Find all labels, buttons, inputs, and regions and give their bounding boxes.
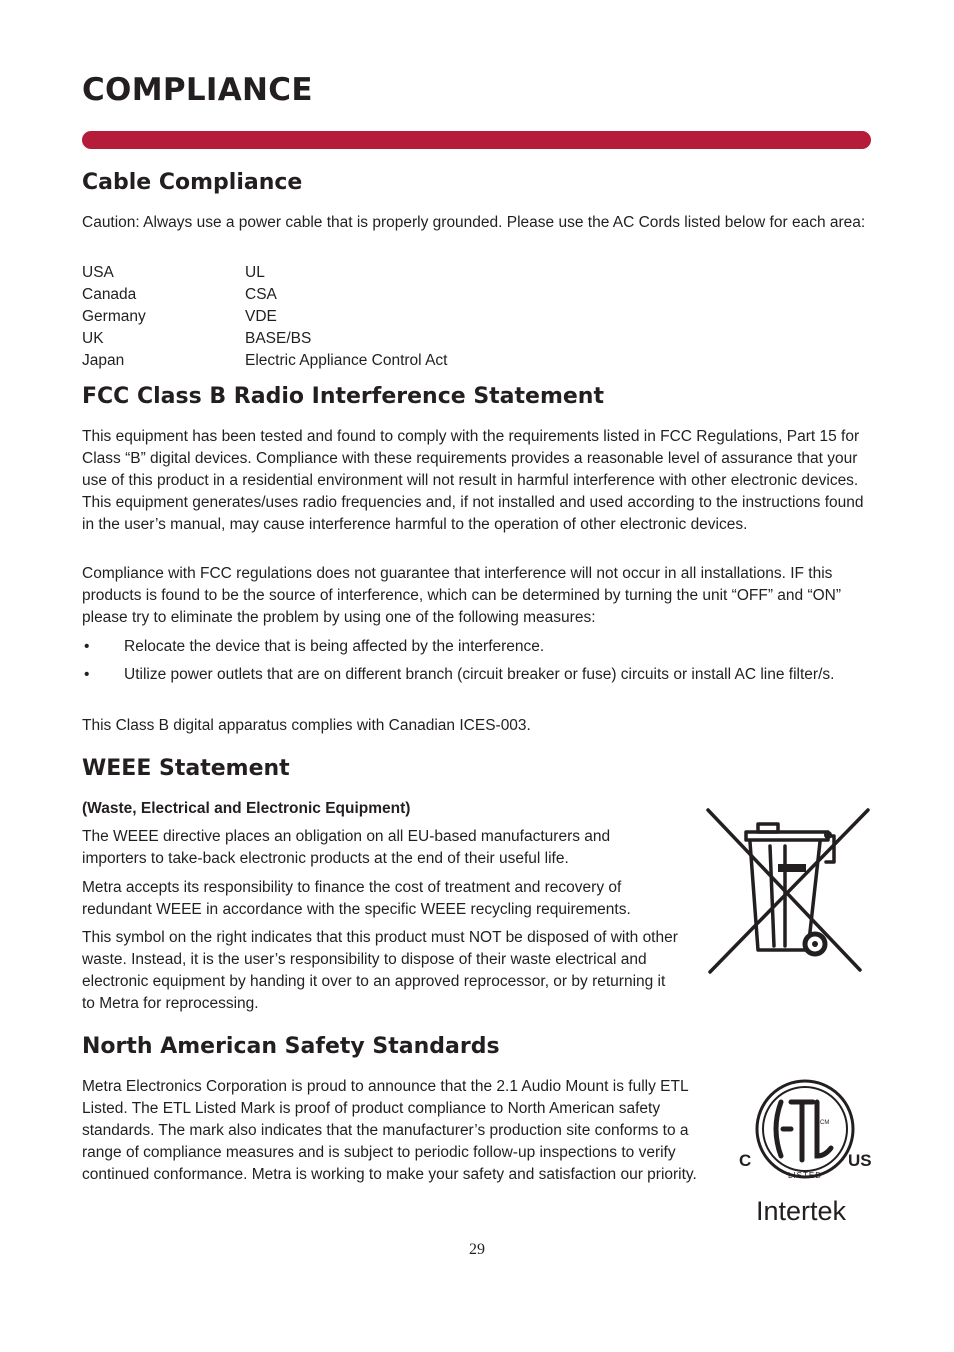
fcc-bullet-item	[82, 636, 864, 658]
etl-cm-text: CM	[820, 1120, 830, 1126]
fcc-heading: FCC Class B Radio Interference Statement	[82, 384, 604, 409]
etl-listed-text: LISTED	[787, 1171, 823, 1180]
weee-subheading: (Waste, Electrical and Electronic Equipment)	[82, 800, 411, 817]
cable-region: Japan	[82, 352, 125, 369]
cable-standard: VDE	[245, 308, 277, 325]
cable-region: USA	[82, 264, 114, 281]
fcc-paragraph-2: Compliance with FCC regulations does not guarantee that interference will not occur in all installations. IF this products is found to be the source of interference, which can be determined by turning the unit “OFF” and “ON” please try to eliminate the problem by using one of the following measures:	[82, 565, 842, 626]
page-number: 29	[469, 1241, 485, 1258]
cable-intro-text: Caution: Always use a power cable that is properly grounded. Please use the AC Cords listed below for each area:	[82, 214, 866, 231]
cable-standard: BASE/BS	[245, 330, 312, 347]
cable-row	[82, 306, 447, 328]
cable-region: UK	[82, 330, 104, 347]
cable-region: Germany	[82, 308, 146, 325]
cable-region: Canada	[82, 286, 137, 303]
weee-paragraph-3: This symbol on the right indicates that this product must NOT be disposed of with other waste. Instead, it is the user’s responsibility to dispose of their waste electrical and electronic equipment by handing it over to an approved reprocessor, or by returning it to Metra for reprocessing.	[82, 929, 678, 1012]
intertek-brand-text: Intertek	[755, 1196, 847, 1226]
weee-paragraph-1: The WEEE directive places an obligation on all EU-based manufacturers and importers to take-back electronic products at the end of their useful life.	[82, 828, 611, 867]
cable-standard: UL	[245, 264, 265, 281]
cable-standard: Electric Appliance Control Act	[245, 352, 448, 369]
safety-paragraph: Metra Electronics Corporation is proud to announce that the 2.1 Audio Mount is fully ETL Listed. The ETL Listed Mark is proof of product compliance to North American safety standards. The mark also indicates that the manufacturer’s production site conforms to a range of compliance measures and is subject to periodic follow-up inspections to verify continued conformance. Metra is working to make your safety and satisfaction our priority.	[82, 1078, 697, 1183]
cable-row	[82, 350, 447, 372]
cable-standard: CSA	[245, 286, 277, 303]
crossed-out-wheelie-bin-icon	[700, 806, 875, 978]
bullet-text: Relocate the device that is being affected by the interference.	[124, 638, 545, 655]
fcc-bullet-item	[82, 664, 864, 686]
cable-row	[82, 328, 447, 350]
etl-listed-mark-icon	[735, 1074, 875, 1226]
fcc-paragraph-3: This Class B digital apparatus complies with Canadian ICES-003.	[82, 717, 531, 734]
weee-paragraph-2: Metra accepts its responsibility to finance the cost of treatment and recovery of redundant WEEE in accordance with the specific WEEE recycling requirements.	[82, 879, 631, 918]
etl-us-text: US	[848, 1151, 872, 1170]
cable-table	[82, 262, 447, 372]
etl-c-text: C	[739, 1151, 752, 1170]
weee-heading: WEEE Statement	[82, 756, 290, 781]
bullet-marker: •	[84, 638, 90, 655]
cable-compliance-heading: Cable Compliance	[82, 170, 303, 195]
section-divider-bar	[82, 131, 871, 149]
bullet-text: Utilize power outlets that are on different branch (circuit breaker or fuse) circuits or install AC line filter/s.	[124, 666, 835, 683]
cable-row	[82, 262, 447, 284]
safety-heading: North American Safety Standards	[82, 1034, 500, 1059]
fcc-paragraph-1: This equipment has been tested and found to comply with the requirements listed in FCC Regulations, Part 15 for Class “B” digital devices. Compliance with these requirements provides a reasonable level of assurance that your use of this product in a residential environment will not result in harmful interference with other electronic devices. This equipment generates/uses radio frequencies and, if not installed and used according to the instructions found in the user’s manual, may cause interference harmful to the operation of other electronic devices.	[82, 428, 864, 533]
cable-row	[82, 284, 447, 306]
page-title: COMPLIANCE	[82, 72, 313, 108]
bullet-marker: •	[84, 666, 90, 683]
